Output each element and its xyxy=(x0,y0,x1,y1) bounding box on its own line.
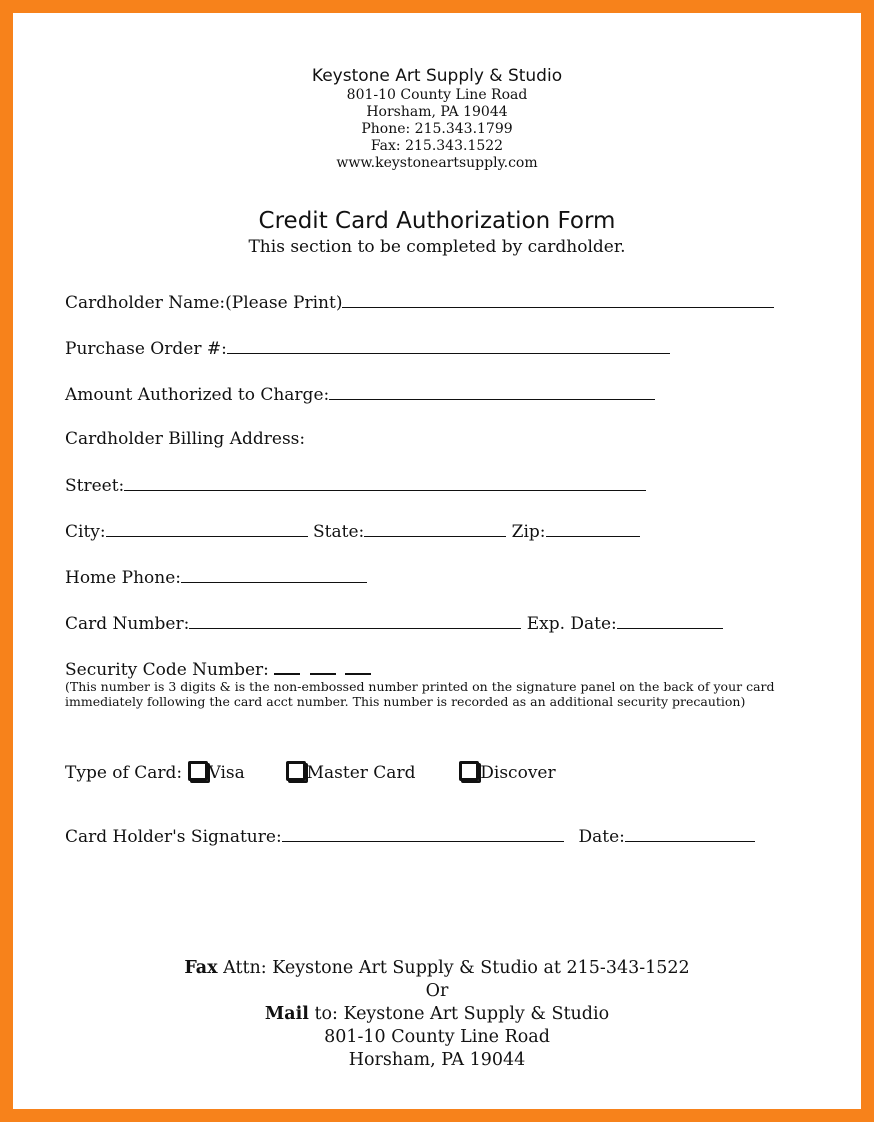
company-fax: Fax: 215.343.1522 xyxy=(370,138,504,154)
company-address-line1: 801-10 County Line Road xyxy=(346,87,528,103)
submission-instructions xyxy=(13,957,861,1072)
city-field[interactable] xyxy=(106,520,308,537)
visa-checkbox[interactable] xyxy=(188,761,208,781)
type-of-card-row xyxy=(65,761,556,784)
city-state-zip-row xyxy=(65,520,640,543)
amount-label: Amount Authorized to Charge: xyxy=(65,385,330,405)
signature-row xyxy=(65,825,755,848)
street-field[interactable] xyxy=(124,474,646,491)
company-address-line2: Horsham, PA 19044 xyxy=(366,104,508,120)
purchase-order-label: Purchase Order #: xyxy=(65,339,227,359)
security-code-digit-2[interactable] xyxy=(310,657,336,675)
title-block xyxy=(13,206,861,258)
amount-row xyxy=(65,383,655,406)
or-text: Or xyxy=(425,981,449,1001)
home-phone-row xyxy=(65,566,367,589)
mail-address-line2: Horsham, PA 19044 xyxy=(348,1050,526,1070)
street-row xyxy=(65,474,646,497)
signature-label: Card Holder's Signature: xyxy=(65,827,282,847)
fax-bold-label: Fax xyxy=(184,958,218,978)
security-code-digit-1[interactable] xyxy=(274,657,300,675)
zip-field[interactable] xyxy=(546,520,640,537)
purchase-order-row xyxy=(65,337,670,360)
mail-instruction xyxy=(13,1003,861,1026)
signature-field[interactable] xyxy=(282,825,564,842)
state-field[interactable] xyxy=(364,520,506,537)
company-name: Keystone Art Supply & Studio xyxy=(311,66,563,86)
purchase-order-field[interactable] xyxy=(227,337,670,354)
mail-bold-label: Mail xyxy=(264,1004,309,1024)
form-subtitle: This section to be completed by cardholder. xyxy=(248,237,626,257)
home-phone-field[interactable] xyxy=(181,566,367,583)
form-page xyxy=(13,13,861,1109)
company-phone: Phone: 215.343.1799 xyxy=(361,121,513,137)
form-title: Credit Card Authorization Form xyxy=(258,208,616,234)
card-number-row xyxy=(65,612,723,635)
mail-instruction-text: to: Keystone Art Supply & Studio xyxy=(308,1004,610,1024)
security-code-note: (This number is 3 digits & is the non-embossed number printed on the signature panel on the back of your card immediately following the card acct number. This number is recorded as an additional security precaution) xyxy=(65,679,775,709)
type-of-card-label: Type of Card: xyxy=(65,763,183,783)
billing-address-label: Cardholder Billing Address: xyxy=(65,429,306,449)
exp-date-label: Exp. Date: xyxy=(526,614,617,634)
exp-date-field[interactable] xyxy=(617,612,723,629)
visa-label: Visa xyxy=(208,763,245,783)
fax-instruction xyxy=(13,957,861,980)
company-header xyxy=(13,65,861,172)
cardholder-name-row xyxy=(65,291,774,314)
security-code-row xyxy=(65,657,371,681)
cardholder-name-label: Cardholder Name:(Please Print) xyxy=(65,293,343,313)
billing-address-row xyxy=(65,428,305,450)
discover-label: Discover xyxy=(480,763,556,783)
company-website: www.keystoneartsupply.com xyxy=(336,155,538,171)
city-label: City: xyxy=(65,522,106,542)
home-phone-label: Home Phone: xyxy=(65,568,182,588)
mail-address-line1: 801-10 County Line Road xyxy=(324,1027,550,1047)
amount-field[interactable] xyxy=(329,383,655,400)
state-label: State: xyxy=(313,522,365,542)
security-code-digit-3[interactable] xyxy=(345,657,371,675)
master-card-label: Master Card xyxy=(306,763,416,783)
card-number-field[interactable] xyxy=(189,612,521,629)
signature-date-field[interactable] xyxy=(625,825,755,842)
security-code-label: Security Code Number: xyxy=(65,660,269,680)
discover-checkbox[interactable] xyxy=(459,761,479,781)
card-number-label: Card Number: xyxy=(65,614,190,634)
cardholder-name-field[interactable] xyxy=(342,291,774,308)
master-card-checkbox[interactable] xyxy=(286,761,306,781)
fax-instruction-text: Attn: Keystone Art Supply & Studio at 215-343-1522 xyxy=(217,958,690,978)
signature-date-label: Date: xyxy=(578,827,625,847)
zip-label: Zip: xyxy=(511,522,546,542)
street-label: Street: xyxy=(65,476,125,496)
